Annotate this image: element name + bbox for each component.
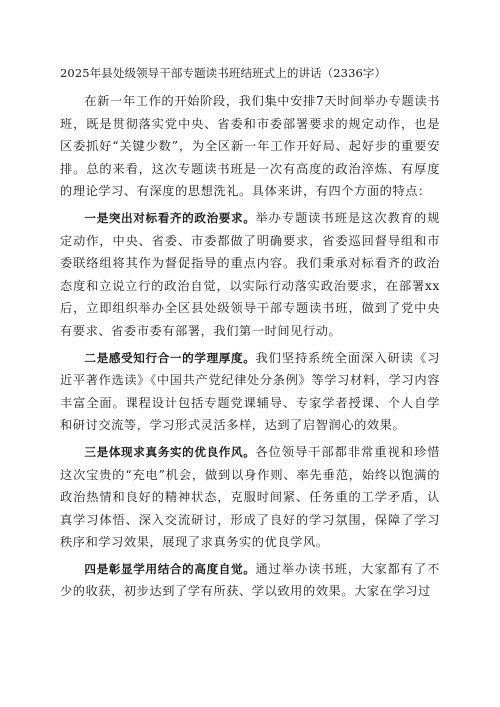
paragraph-point-1-text: 举办专题读书班是这次教育的规定动作，中央、省委、市委都做了明确要求，省委巡回督导组和市委联络组将其作为督促指导的重点内容。我们秉承对标看齐的政治态度和立说立行的政治自觉，以实际行动落实政治要求，在部署xx后，立即组织举办全区县处级领导干部专题读书班，做到了党中央有要求、省委市委有部署，我们第一时间见行动。 [60,210,440,338]
paragraph-point-4-text: 通过举办读书班，大家都有了不少的收获，初步达到了学有所获、学以致用的效果。大家在学习过 [60,561,440,599]
document-title: 2025年县处级领导干部专题读书班结班式上的讲话（2336字） [60,66,387,80]
paragraph-point-1-heading: 一是突出对标看齐的政治要求。 [84,210,256,225]
paragraph-point-3-heading: 三是体现求真务实的优良作风。 [84,444,256,459]
paragraph-point-3 [60,441,440,554]
paragraph-point-3-text: 各位领导干部都非常重视和珍惜这次宝贵的“充电”机会，做到以身作则、率先垂范，始终以饱满的政治热情和良好的精神状态，克服时间紧、任务重的工学矛盾，认真学习体悟、深入交流研讨，形成了良好的学习氛围，保障了学习秩序和学习效果，展现了求真务实的优良学风。 [60,444,440,550]
paragraph-point-2-text: 我们坚持系统全面深入研读《习近平著作选读》《中国共产党纪律处分条例》等学习材料，学习内容丰富全面。课程设计包括专题党课辅导、专家学者授课、个人自学和研讨交流等，学习形式灵活多样，达到了启智润心的效果。 [60,350,440,433]
paragraph-point-2-heading: 二是感受知行合一的学理厚度。 [84,350,256,365]
paragraph-intro-text: 在新一年工作的开始阶段，我们集中安排7天时间举办专题读书班，既是贯彻落实党中央、省委和市委部署要求的规定动作，也是区委抓好“关键少数”，为全区新一年工作开好局、起好步的重要安排。总的来看，这次专题读书班是一次有高度的政治淬炼、有厚度的理论学习、有深度的思想洗礼。具体来讲，有四个方面的特点： [60,94,440,199]
paragraph-point-4-heading: 四是彰显学用结合的高度自觉。 [84,561,256,576]
paragraph-point-2 [60,347,440,437]
paragraph-intro [60,90,440,203]
paragraph-point-1 [60,207,440,343]
paragraph-point-4 [60,558,440,603]
